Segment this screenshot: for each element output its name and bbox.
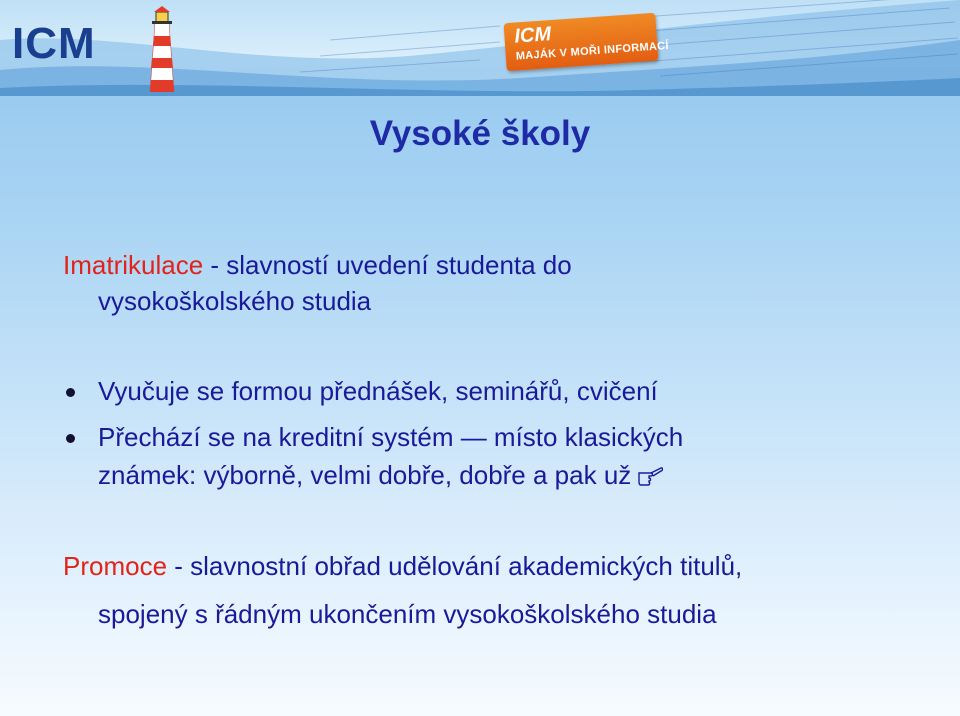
imatrikulace-text-1: - slavností uvedení studenta do [203, 250, 572, 280]
promoce-line-2: spojený s řádným ukončením vysokoškolského studia [98, 599, 717, 629]
bullet-dot-1 [66, 388, 75, 397]
imatrikulace-term: Imatrikulace [63, 250, 204, 280]
bullet-text-2b-wrap [98, 459, 663, 491]
lighthouse-icon [140, 6, 184, 92]
hand-pointing-icon [637, 464, 663, 486]
bullet-text-1: Vyučuje se formou přednášek, seminářů, cvičení [98, 376, 658, 406]
page-title: Vysoké školy [369, 114, 591, 153]
bullet-text-2a: Přechází se na kreditní systém — místo klasických [98, 422, 684, 452]
header-banner [0, 0, 960, 96]
imatrikulace-line-2: vysokoškolského studia [98, 286, 372, 316]
promoce-text-1: - slavnostní obřad udělování akademických titulů, [167, 551, 743, 581]
imatrikulace-line-1 [63, 249, 572, 281]
sign-logo: ICM [513, 23, 552, 48]
icm-logo: ICM [12, 19, 96, 68]
promoce-line-1 [63, 550, 742, 582]
promoce-term: Promoce [63, 551, 168, 581]
bullet-text-2b: známek: výborně, velmi dobře, dobře a pak už [98, 460, 632, 490]
sign-text: MAJÁK V MOŘI INFORMACÍ [515, 39, 670, 63]
bullet-dot-2 [66, 434, 75, 443]
